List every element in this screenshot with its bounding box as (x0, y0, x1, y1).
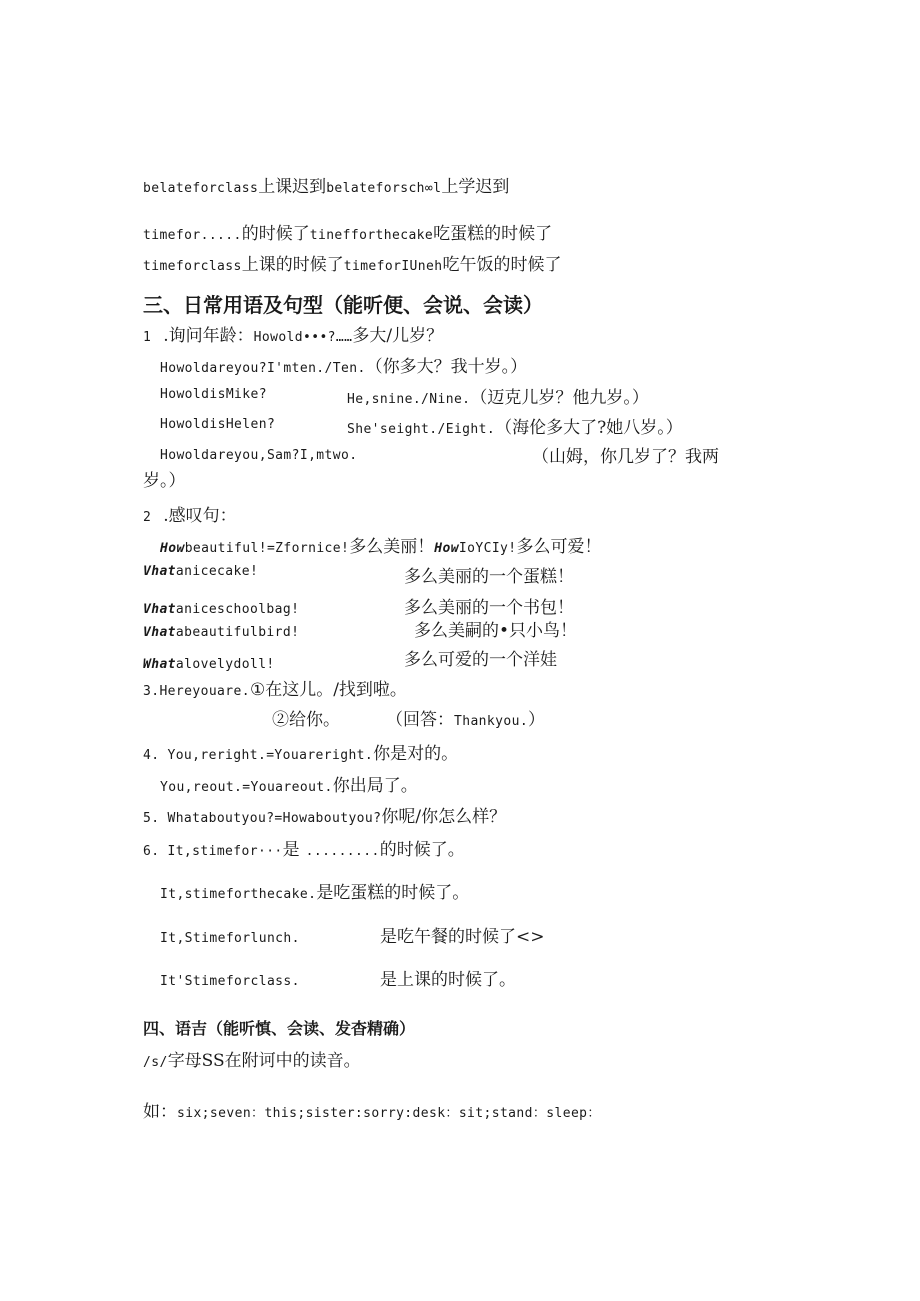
exclamation-cn: 多么美嗣的•只小鸟！ (414, 621, 578, 641)
example-en: She'seight./Eight. (347, 422, 496, 437)
section-4-examples (143, 1097, 601, 1122)
item-number: 4. (143, 748, 160, 763)
example-cn: 你是对的。 (373, 744, 459, 764)
example-en: 3.Hereyouare. (143, 684, 250, 699)
item-2-heading (143, 501, 237, 526)
phrase-en: timefor..... (143, 228, 242, 243)
reply-cn: （回答： (386, 710, 454, 730)
reply-end: ） (528, 710, 546, 730)
item-number: 2 (143, 510, 152, 525)
item-6-row (160, 878, 469, 903)
section-4-line-1 (143, 1046, 361, 1071)
example-en: anicecake! (175, 564, 259, 579)
phrase-cn: 吃午饭的时候了 (442, 255, 562, 275)
example-cn: 是吃蛋糕的时候了。 (316, 883, 470, 903)
example-row-answer (347, 413, 683, 438)
item-6 (143, 835, 465, 860)
example-cn: （迈克儿岁？他九岁。） (470, 388, 649, 408)
example-row (160, 413, 275, 432)
phrase-en: timeforclass (143, 259, 242, 274)
example-en: It,stimefor··· (167, 844, 283, 859)
phrase-en: belateforsch∞l (326, 181, 442, 196)
item-4 (143, 739, 458, 764)
phrase-line-time (143, 219, 552, 244)
example-cn: 你出局了。 (332, 776, 418, 796)
phrase-en: belateforclass (143, 181, 259, 196)
item-3-meaning-2: ②给你。 (272, 710, 340, 730)
keyword: What (143, 657, 176, 672)
example-cn-continued: 岁。） (143, 471, 186, 491)
example-en: alovelydoll! (175, 657, 275, 672)
example-en: HowoldisMike? (160, 387, 267, 402)
exclamation-cn: 多么可爱的一个洋娃 (404, 650, 557, 670)
exclamation-row (160, 532, 602, 557)
phrase-line-late (143, 172, 509, 197)
example-cn: （海伦多大了?她八岁。） (495, 418, 683, 438)
keyword: How (434, 541, 459, 556)
pattern-en: Howold•••?…… (253, 330, 353, 345)
dots: ......... (305, 844, 380, 859)
example-cn: 的时候了。 (379, 840, 465, 860)
exclamation-row (143, 598, 299, 617)
example-cn: 是上课的时候了。 (380, 970, 516, 990)
example-row (160, 383, 267, 402)
keyword: Vhat (143, 564, 176, 579)
example-en: IoYCIy! (458, 541, 517, 556)
example-en: aniceschoolbag! (175, 602, 300, 617)
item-6-row (160, 927, 300, 946)
item-4-row-2 (160, 771, 418, 796)
example-cn: （你多大？我十岁。） (365, 357, 528, 377)
example-cn: 多么可爱！ (516, 537, 602, 557)
item-label: .询问年龄： (163, 326, 254, 346)
example-cn: 你呢/你怎么样？ (381, 807, 507, 827)
pattern-cn: 多大/儿岁？ (352, 326, 444, 346)
example-row (160, 352, 527, 377)
exclamation-row (143, 621, 299, 640)
example-en: You,reout.=Youareout. (160, 780, 333, 795)
example-prefix: 如： (143, 1102, 177, 1122)
phoneme: /s/ (143, 1055, 168, 1070)
item-6-row (160, 970, 300, 989)
item-number: 5. (143, 811, 160, 826)
item-number: 6. (143, 844, 160, 859)
phrase-cn: 上课迟到 (258, 177, 327, 197)
example-en: HowoldisHelen? (160, 417, 276, 432)
exclamation-row (143, 653, 275, 672)
example-en: abeautifulbird! (175, 625, 300, 640)
example-en: beautiful!=Zfornice! (184, 541, 350, 556)
phrase-cn: 的时候了 (241, 224, 310, 244)
item-1-heading (143, 321, 443, 346)
section-4-heading: 四、语吉（能听慎、会读、发杳精确） (143, 1019, 416, 1038)
exclamation-row (143, 560, 258, 579)
keyword: Vhat (143, 602, 176, 617)
example-cn: （山姆，你几岁了？我两 (532, 447, 719, 467)
phrase-line-class (143, 250, 561, 275)
exclamation-cn: 多么美丽的一个蛋糕！ (404, 567, 574, 587)
example-row (160, 444, 357, 463)
phrase-en: timeforIUneh (343, 259, 443, 274)
example-en: He,snine./Nine. (347, 392, 471, 407)
item-5 (143, 802, 506, 827)
item-3-reply (386, 705, 545, 730)
item-number: 1 (143, 330, 152, 345)
item-3 (143, 675, 407, 700)
example-en: It,stimeforthecake. (160, 887, 317, 902)
example-words: six;seven：this;sister:sorry:desk：sit;stand：sleep： (177, 1106, 601, 1121)
phrase-en: tinefforthecake (309, 228, 434, 243)
keyword: Vhat (143, 625, 176, 640)
example-en: Whataboutyou?=Howaboutyou? (167, 811, 382, 826)
reply-en: Thankyou. (454, 714, 529, 729)
example-cn: ①在这儿。/找到啦。 (249, 680, 407, 700)
example-en: It,Stimeforlunch. (160, 931, 300, 946)
example-row-answer (347, 383, 649, 408)
example-en: Howoldareyou,Sam?I,mtwo. (160, 448, 358, 463)
example-cn: 是吃午餐的时候了<> (380, 927, 545, 947)
phrase-cn: 吃蛋糕的时候了 (433, 224, 553, 244)
section-4-text: 字母SS在附诃中的读音。 (167, 1051, 361, 1071)
example-cn: 多么美丽！ (349, 537, 435, 557)
keyword: How (160, 541, 185, 556)
example-cn: 是 (282, 840, 300, 860)
example-en: You,reright.=Youareright. (167, 748, 374, 763)
exclamation-cn: 多么美丽的一个书包！ (404, 598, 574, 618)
phrase-cn: 上学迟到 (441, 177, 510, 197)
example-en: It'Stimeforclass. (160, 974, 300, 989)
section-3-heading: 三、日常用语及句型（能听便、会说、会读） (143, 293, 543, 317)
example-en: Howoldareyou?I'mten./Ten. (160, 361, 366, 376)
phrase-cn: 上课的时候了 (241, 255, 344, 275)
item-label: .感叹句： (163, 506, 237, 526)
